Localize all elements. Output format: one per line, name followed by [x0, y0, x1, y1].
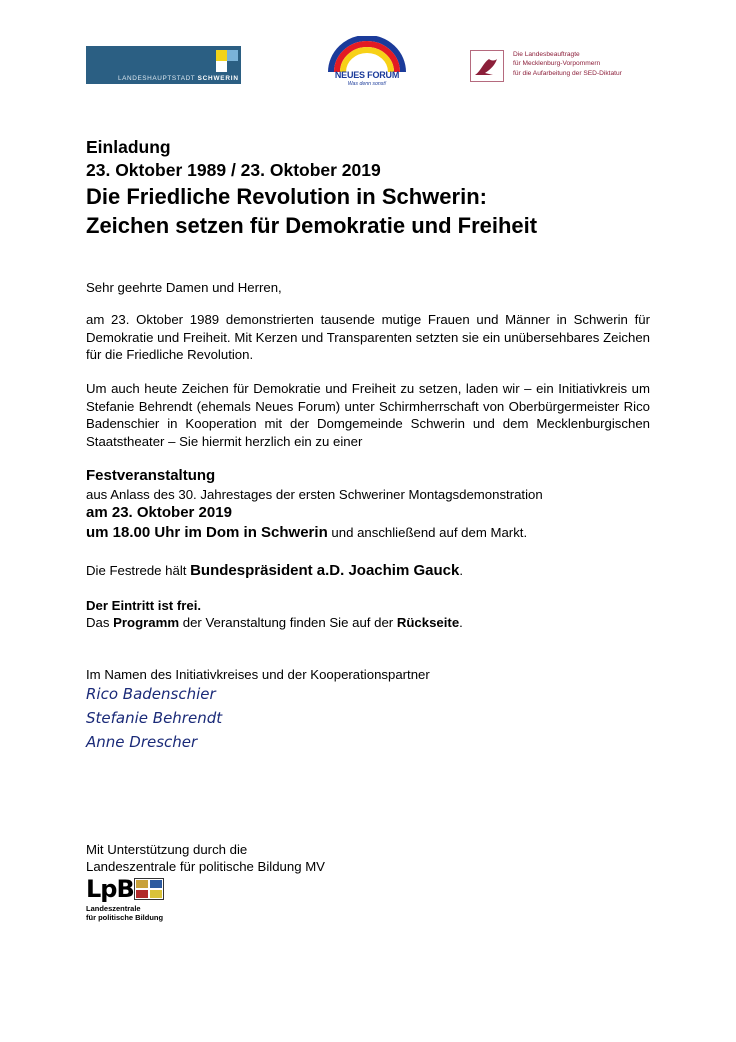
- support-line2: Landeszentrale für politische Bildung MV: [86, 859, 325, 874]
- intro-paragraph: am 23. Oktober 1989 demonstrierten tausende mutige Frauen und Männer in Schwerin für Demokratie und Freiheit. Mit Kerzen und Transparenten setzten sie ein unübersehbares Zeichen für die Friedliche Revolution.: [86, 312, 650, 362]
- program-note: [86, 614, 650, 632]
- program-note-p3: der Veranstaltung finden Sie auf der: [179, 615, 397, 630]
- neues-forum-logo: [326, 36, 408, 90]
- program-note-back: Rückseite: [396, 615, 460, 630]
- event-occasion: aus Anlass des 30. Jahrestages der ersten Schweriner Montagsdemonstration: [86, 487, 543, 502]
- event-heading: Festveranstaltung: [86, 467, 216, 484]
- speech-line: [86, 562, 650, 580]
- invitation-title-line2: Zeichen setzen für Demokratie und Freiheit: [86, 213, 538, 238]
- neues-forum-name: NEUES FORUM: [334, 70, 400, 80]
- program-note-p1: Das: [86, 615, 114, 630]
- landesbeauftragte-line2: für Mecklenburg-Vorpommern: [513, 60, 601, 68]
- invitation-dates: 23. Oktober 1989 / 23. Oktober 2019: [86, 160, 381, 180]
- schwerin-logo-prefix: LANDESHAUPTSTADT: [118, 75, 196, 82]
- invitation-paragraph: Um auch heute Zeichen für Demokratie und Freiheit zu setzen, laden wir – ein Initiativkreis um Stefanie Behrendt (ehemals Neues Forum) unter Schirmherrschaft von Oberbürgermeister Rico Badenschier in Kooperation mit der Domgemeinde Schwerin und dem Mecklenburgischen Staatstheater – Sie hiermit herzlich ein zu einer: [86, 381, 650, 449]
- rainbow-icon: [326, 36, 408, 72]
- event-place-rest: und anschließend auf dem Markt.: [327, 525, 528, 540]
- speech-prefix: Die Festrede hält: [86, 563, 191, 578]
- neues-forum-slogan: Was denn sonst!: [347, 81, 387, 87]
- lpb-logo: [86, 876, 166, 928]
- program-note-p5: .: [459, 615, 463, 630]
- invitation-label: Einladung: [86, 137, 171, 157]
- event-date: am 23. Oktober 2019: [86, 504, 232, 521]
- speech-speaker: Bundespräsident a.D. Joachim Gauck: [190, 562, 460, 579]
- invitation-title-line1: Die Friedliche Revolution in Schwerin:: [86, 184, 487, 209]
- landesbeauftragte-emblem: [470, 50, 504, 82]
- signature-behrendt: Stefanie Behrendt: [86, 709, 223, 727]
- signature-drescher: Anne Drescher: [86, 733, 198, 751]
- signature-badenschier: Rico Badenschier: [86, 685, 216, 703]
- salutation: Sehr geehrte Damen und Herren,: [86, 280, 282, 295]
- landesbeauftragte-logo: [470, 50, 650, 84]
- lpb-mark: LpB: [86, 875, 134, 903]
- on-behalf-line: Im Namen des Initiativkreises und der Kooperationspartner: [86, 667, 430, 682]
- schwerin-logo: [86, 46, 241, 84]
- lpb-line2: für politische Bildung: [86, 913, 164, 922]
- event-place: [86, 524, 650, 542]
- speech-suffix: .: [459, 563, 464, 578]
- bird-icon: [471, 51, 503, 81]
- landesbeauftragte-line1: Die Landesbeauftragte: [513, 51, 580, 58]
- schwerin-logo-name: SCHWERIN: [197, 75, 239, 82]
- program-note-program: Programm: [113, 615, 180, 630]
- event-place-bold: um 18.00 Uhr im Dom in Schwerin: [86, 524, 328, 541]
- admission-free: Der Eintritt ist frei.: [86, 598, 202, 613]
- landesbeauftragte-line3: für die Aufarbeitung der SED-Diktatur: [513, 69, 622, 77]
- support-line1: Mit Unterstützung durch die: [86, 842, 248, 857]
- lpb-line1: Landeszentrale: [86, 904, 141, 913]
- coat-of-arms-icon: [134, 878, 164, 900]
